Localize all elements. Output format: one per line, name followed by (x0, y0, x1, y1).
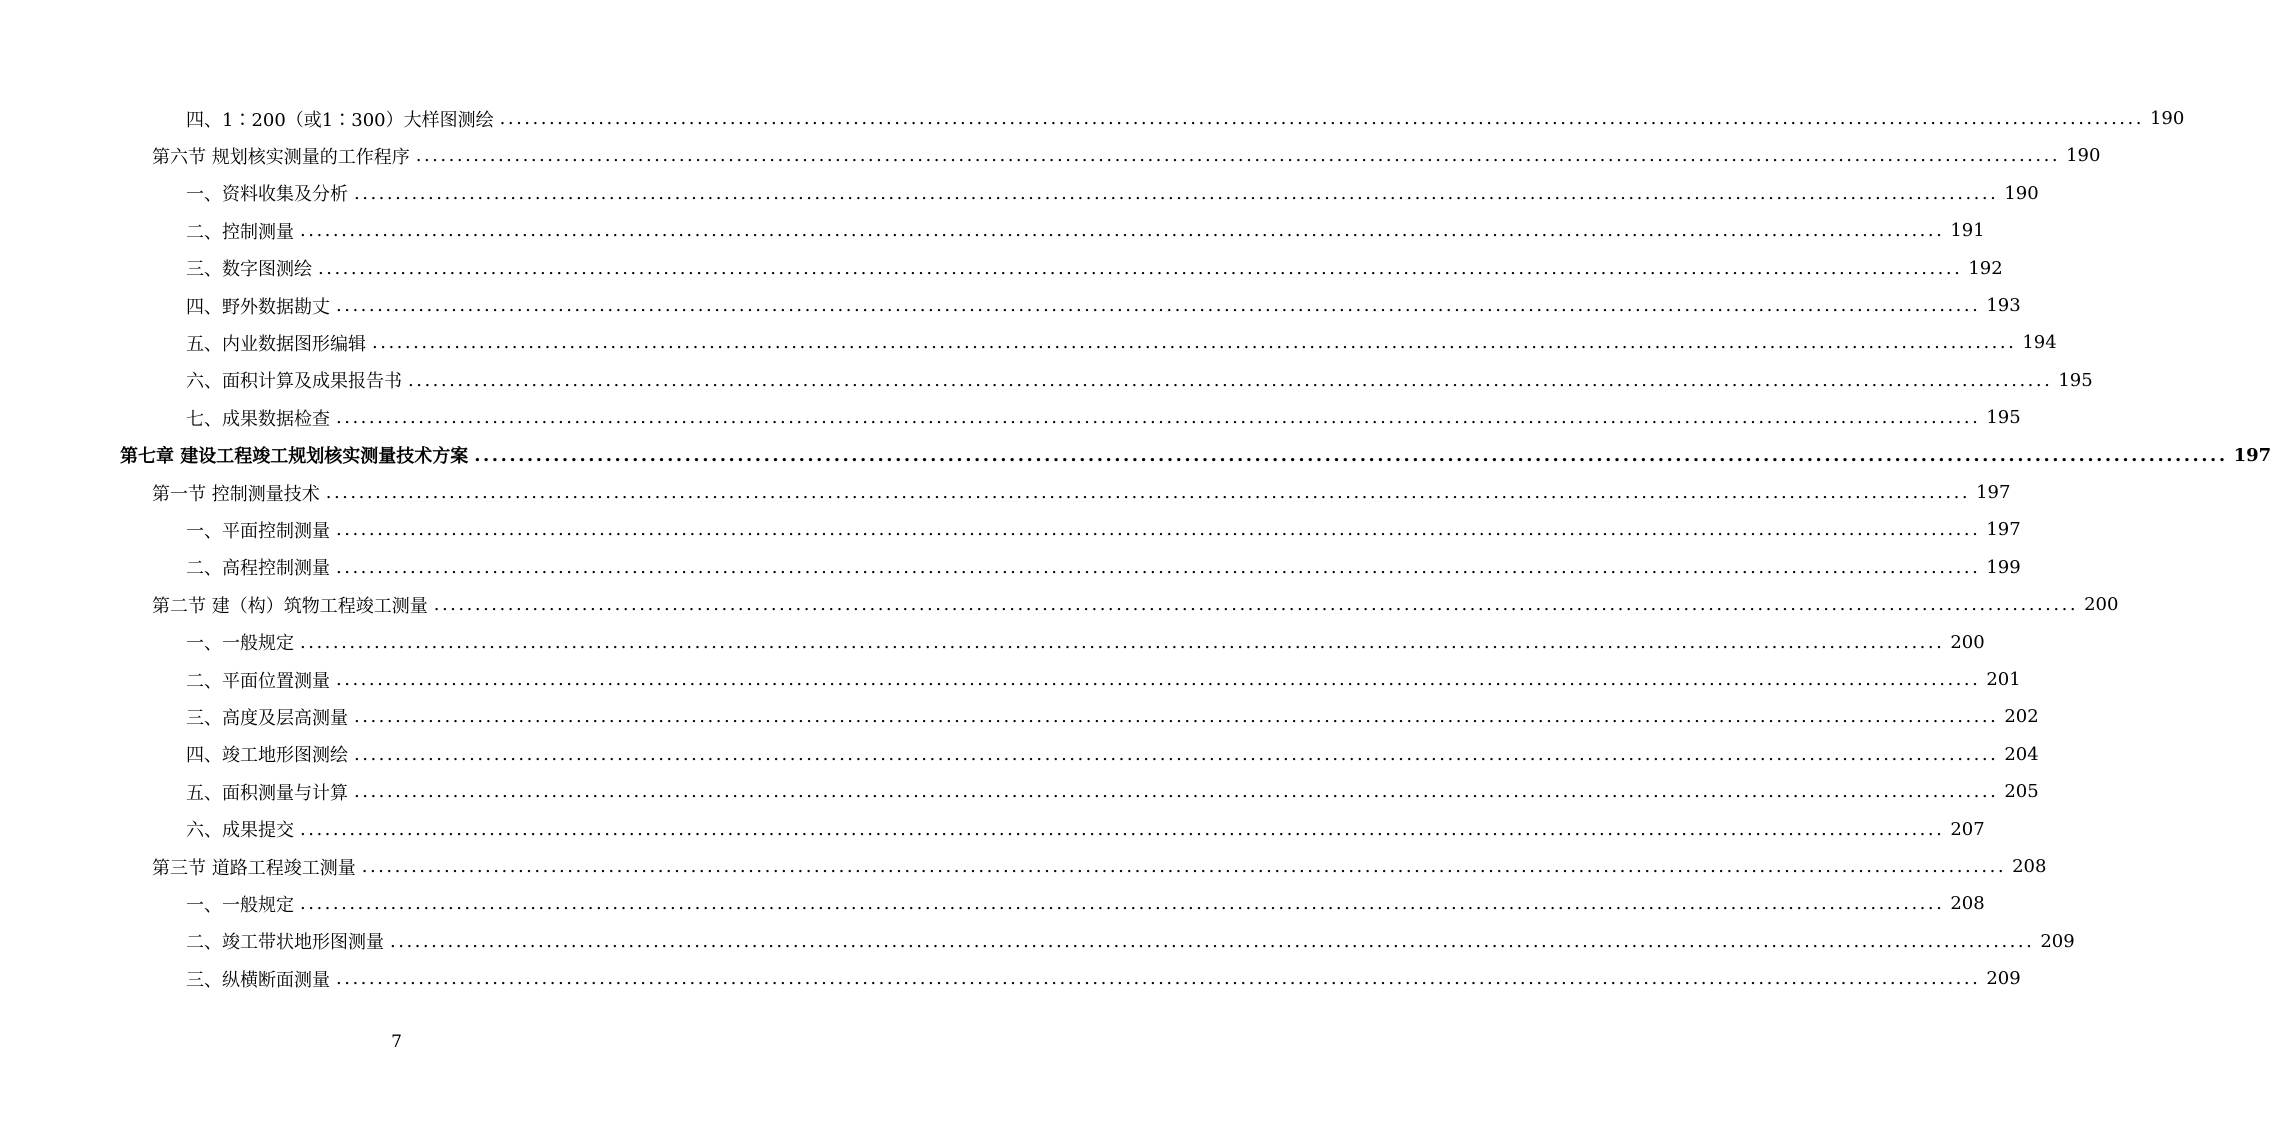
toc-entry[interactable] (186, 736, 2039, 773)
toc-entry-page: 207 (1950, 818, 1985, 840)
toc-entry-label: 一、一般规定 (186, 633, 294, 655)
toc-entry-page: 193 (1986, 295, 2021, 316)
toc-entry-label: 五、面积测量与计算 (186, 782, 348, 804)
toc-entry-page: 192 (1968, 257, 2003, 279)
toc-entry[interactable] (186, 923, 2075, 960)
toc-entry-label: 一、一般规定 (186, 894, 294, 916)
toc-dot-leader: ........................................................................................................................................................................................................ (318, 257, 1963, 279)
toc-entry[interactable] (186, 100, 2185, 137)
toc-entry-label: 一、资料收集及分析 (186, 184, 348, 206)
toc-entry-label: 三、高度及层高测量 (186, 707, 348, 729)
toc-entry[interactable] (152, 848, 2047, 885)
toc-entry[interactable] (152, 137, 2101, 174)
toc-dot-leader: ........................................................................................................................................................................................................ (354, 743, 1999, 765)
toc-dot-leader: ........................................................................................................................................................................................................ (300, 631, 1945, 653)
toc-entry-label: 六、面积计算及成果报告书 (186, 371, 402, 393)
page-number: 7 (391, 1032, 402, 1052)
toc-dot-leader: ........................................................................................................................................................................................................ (408, 369, 2053, 391)
toc-dot-leader: ........................................................................................................................................................................................................ (354, 182, 1999, 204)
toc-entry-label: 三、数字图测绘 (186, 259, 312, 281)
toc-dot-leader: ........................................................................................................................................................................................................ (336, 519, 1981, 541)
toc-entry[interactable] (186, 250, 2003, 287)
toc-entry-page: 195 (2058, 369, 2093, 391)
toc-entry-label: 二、平面位置测量 (186, 670, 330, 692)
toc-dot-leader: ........................................................................................................................................................................................................ (433, 594, 2079, 616)
toc-entry[interactable] (186, 175, 2039, 212)
toc-dot-leader: ........................................................................................................................................................................................................ (415, 145, 2061, 167)
toc-entry-page: 208 (2012, 856, 2047, 877)
toc-entry-label: 第六节 规划核实测量的工作程序 (152, 146, 410, 168)
toc-entry[interactable] (186, 885, 1985, 922)
toc-entry[interactable] (186, 549, 2021, 586)
toc-entry[interactable] (186, 324, 2057, 361)
toc-entry-page: 205 (2004, 781, 2039, 803)
toc-entry[interactable] (186, 811, 1985, 848)
toc-dot-leader: ........................................................................................................................................................................................................ (474, 444, 2228, 466)
toc-entry[interactable] (186, 773, 2039, 810)
toc-entry-label: 四、1∶200（或1∶300）大样图测绘 (186, 109, 494, 131)
toc-dot-leader: ........................................................................................................................................................................................................ (336, 295, 1981, 316)
toc-dot-leader: ........................................................................................................................................................................................................ (499, 108, 2144, 129)
toc-entry[interactable] (120, 437, 2271, 474)
toc-dot-leader: ........................................................................................................................................................................................................ (300, 893, 1945, 915)
toc-entry-page: 200 (2084, 594, 2119, 616)
toc-entry-label: 六、成果提交 (186, 820, 294, 842)
toc-entry-page: 200 (1950, 631, 1985, 653)
toc-dot-leader: ........................................................................................................................................................................................................ (336, 556, 1981, 578)
toc-entry[interactable] (186, 960, 2021, 997)
toc-entry[interactable] (186, 399, 2021, 436)
toc-entry-label: 第三节 道路工程竣工测量 (152, 857, 356, 879)
toc-entry-page: 197 (1976, 482, 2011, 503)
toc-entry-label: 一、平面控制测量 (186, 520, 330, 542)
toc-entry-page: 202 (2004, 706, 2039, 728)
toc-dot-leader: ........................................................................................................................................................................................................ (390, 930, 2035, 952)
toc-entry-page: 197 (1986, 519, 2021, 541)
toc-entry-label: 二、控制测量 (186, 221, 294, 243)
toc-entry-page: 204 (2004, 743, 2039, 765)
toc-entry[interactable] (152, 586, 2119, 623)
toc-entry-page: 209 (2040, 930, 2075, 952)
toc-dot-leader: ........................................................................................................................................................................................................ (336, 407, 1981, 429)
toc-entry-page: 194 (2022, 332, 2057, 354)
toc-dot-leader: ........................................................................................................................................................................................................ (300, 818, 1945, 840)
toc-entry[interactable] (186, 287, 2021, 324)
toc-entry-page: 190 (2149, 108, 2185, 129)
toc-dot-leader: ........................................................................................................................................................................................................ (336, 968, 1981, 990)
toc-entry-page: 195 (1986, 407, 2021, 429)
toc-entry[interactable] (186, 362, 2093, 399)
toc-entry-label: 二、竣工带状地形图测量 (186, 932, 384, 954)
toc-dot-leader: ........................................................................................................................................................................................................ (336, 669, 1981, 690)
toc-entry-label: 第七章 建设工程竣工规划核实测量技术方案 (120, 446, 469, 468)
toc-entry-page: 190 (2066, 145, 2101, 167)
toc-entry-page: 208 (1950, 893, 1985, 915)
toc-dot-leader: ........................................................................................................................................................................................................ (354, 781, 1999, 803)
toc-entry-label: 第二节 建（构）筑物工程竣工测量 (152, 595, 428, 617)
toc-entry-page: 199 (1986, 556, 2021, 578)
toc-entry-page: 197 (2233, 444, 2271, 466)
toc-entry-page: 191 (1950, 220, 1985, 242)
toc-entry-page: 201 (1986, 669, 2021, 690)
toc-entry-label: 四、野外数据勘丈 (186, 296, 330, 318)
toc-entry-label: 二、高程控制测量 (186, 558, 330, 580)
toc-entry-label: 三、纵横断面测量 (186, 969, 330, 991)
toc-entry-page: 190 (2004, 182, 2039, 204)
toc-dot-leader: ........................................................................................................................................................................................................ (300, 220, 1945, 242)
toc-entry[interactable] (186, 698, 2039, 735)
toc-entry-label: 四、竣工地形图测绘 (186, 745, 348, 767)
toc-entry-page: 209 (1986, 968, 2021, 990)
toc-entry-label: 五、内业数据图形编辑 (186, 333, 366, 355)
toc-dot-leader: ........................................................................................................................................................................................................ (372, 332, 2017, 354)
toc-entry[interactable] (152, 474, 2011, 511)
toc-entry-label: 七、成果数据检查 (186, 408, 330, 430)
toc-entry[interactable] (186, 624, 1985, 661)
toc-entry[interactable] (186, 661, 2021, 698)
toc-dot-leader: ........................................................................................................................................................................................................ (325, 482, 1971, 503)
toc-entry[interactable] (186, 212, 1985, 249)
toc-entry[interactable] (186, 511, 2021, 548)
toc-entry-label: 第一节 控制测量技术 (152, 483, 320, 505)
toc-dot-leader: ........................................................................................................................................................................................................ (354, 706, 1999, 728)
toc-dot-leader: ........................................................................................................................................................................................................ (361, 856, 2007, 877)
